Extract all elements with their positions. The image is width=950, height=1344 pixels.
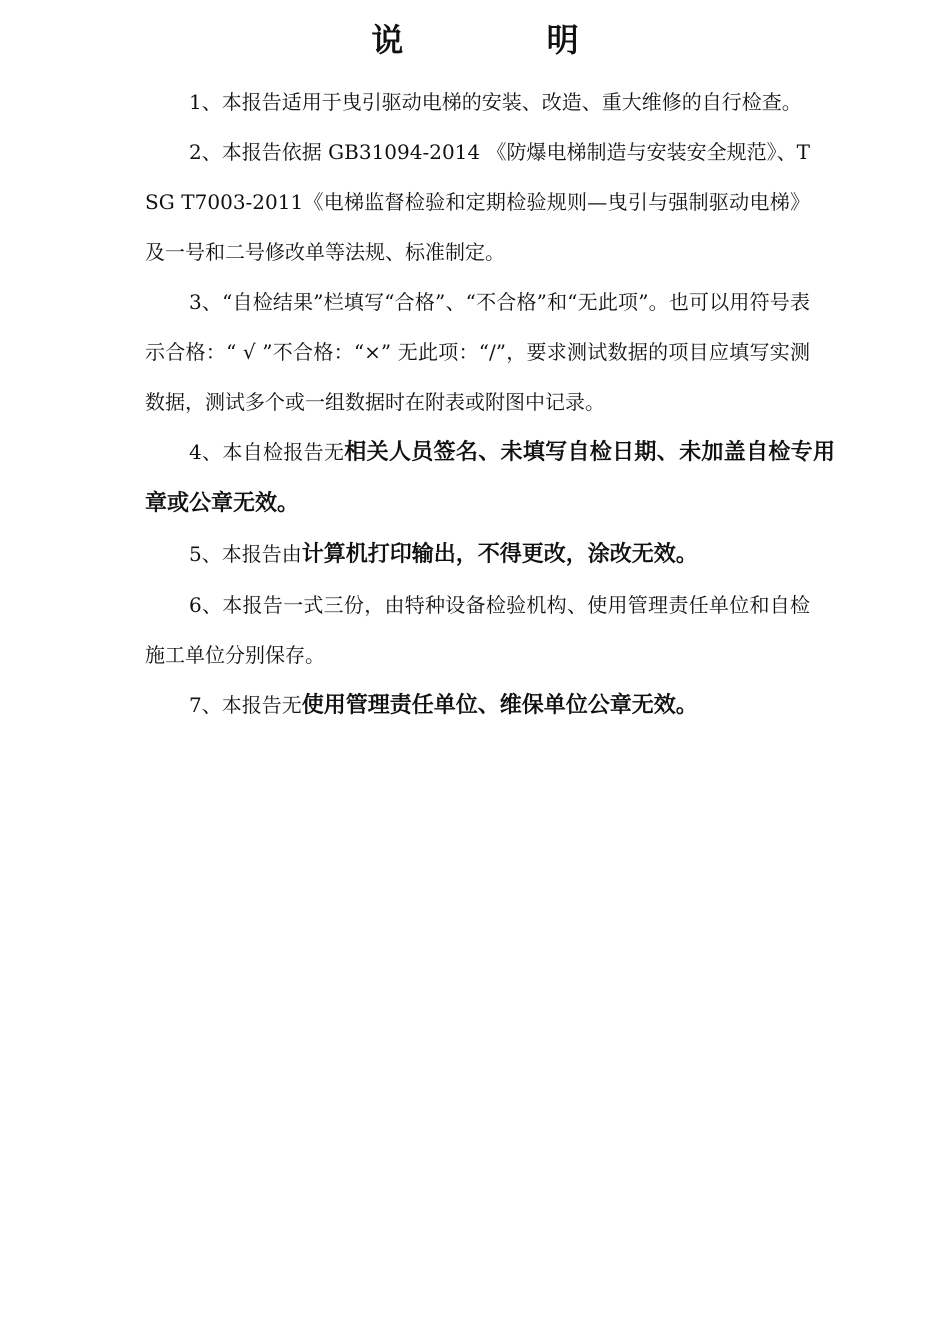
instructions-list (145, 77, 835, 731)
instruction-text: 5、本报告由 (189, 542, 302, 566)
instruction-item-7 (145, 680, 835, 731)
instruction-item-1 (145, 77, 810, 127)
instruction-text: 3、“自检结果”栏填写“合格”、“不合格”和“无此项”。也可以用符号表示合格：“ √ ”不合格：“×” 无此项：“/”，要求测试数据的项目应填写实测数据，测试多个或一组数据时在附表或附图中记录。 (145, 290, 810, 414)
page-title: 说 明 (371, 21, 645, 59)
instruction-text: 2、本报告依据 GB31094-2014 《防爆电梯制造与安装安全规范》、TSG T7003-2011《电梯监督检验和定期检验规则—曳引与强制驱动电梯》及一号和二号修改单等法规、标准制定。 (145, 140, 810, 264)
instruction-item-6 (145, 580, 810, 680)
instruction-text: 4、本自检报告无 (189, 440, 345, 464)
instruction-text: 7、本报告无 (189, 693, 302, 717)
instruction-emphasis: 计算机打印输出，不得更改，涂改无效。 (301, 542, 698, 567)
instruction-item-3 (145, 277, 810, 427)
instruction-item-2 (145, 127, 810, 277)
instruction-text: 6、本报告一式三份，由特种设备检验机构、使用管理责任单位和自检施工单位分别保存。 (145, 593, 810, 667)
instruction-item-5 (145, 529, 835, 580)
instruction-emphasis: 使用管理责任单位、维保单位公章无效。 (301, 693, 698, 718)
instruction-item-4 (145, 427, 835, 529)
instruction-text: 1、本报告适用于曳引驱动电梯的安装、改造、重大维修的自行检查。 (189, 90, 802, 114)
instruction-emphasis: 相关人员签名、未填写自检日期、未加盖自检专用章或公章无效。 (145, 440, 835, 516)
